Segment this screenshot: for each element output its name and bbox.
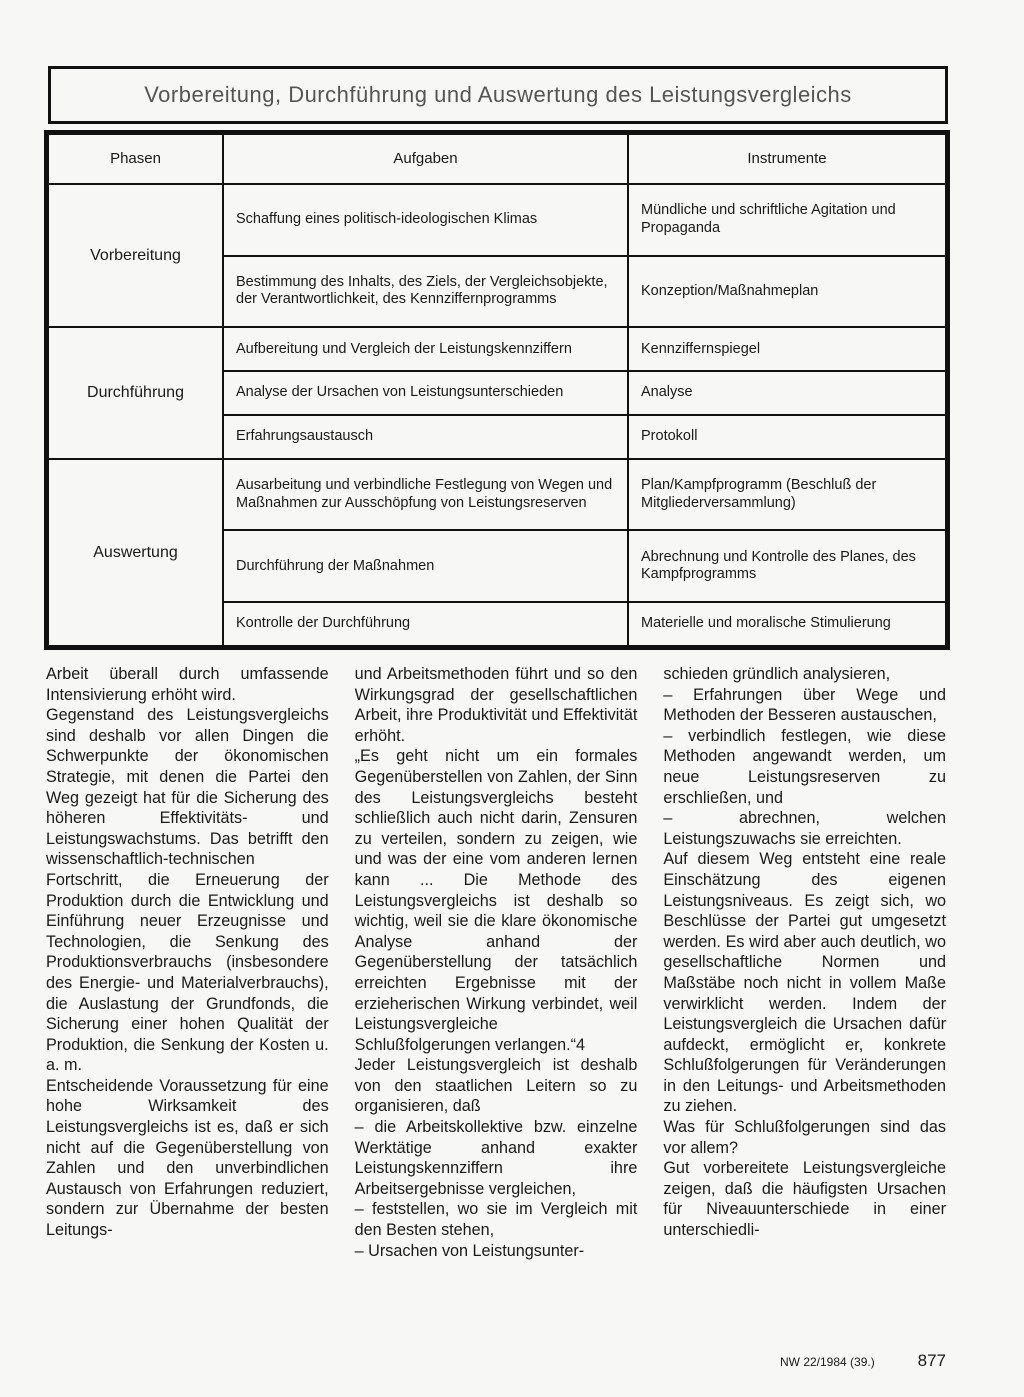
instrument-cell: Abrechnung und Kontrolle des Planes, des Kampfprogramms	[628, 530, 946, 602]
page-number: 877	[917, 1351, 946, 1370]
text-column-2	[355, 664, 638, 1314]
paragraph: – die Arbeitskollektive bzw. einzelne Werktätige anhand exakter Leistungskennziffern ihre Arbeitsergebnisse vergleichen,	[354, 1118, 638, 1198]
instrument-cell: Mündliche und schriftliche Agitation und Propaganda	[628, 184, 946, 256]
instrument-cell: Protokoll	[628, 415, 946, 459]
paragraph: Gegenstand des Leistungsvergleichs sind deshalb vor allen Dingen die Schwerpunkte der ökonomischen Strategie, mit denen die Partei den Weg gezeigt hat für die Sicherung des höheren Effektivitäts- und Leistungswachstums. Das betrifft den wissenschaftlich-technischen Fortschritt, die Erneuerung der Produktion durch die Entwicklung und Einführung neuer Erzeugnisse und Technologien, die Senkung des Produktionsverbrauchs (insbesondere des Energie- und Materialverbrauchs), die Auslastung der Grundfonds, die Sicherung einer hohen Qualität der Produktion, die Senkung der Kosten u. a. m.	[46, 706, 329, 1075]
paragraph: Auf diesem Weg entsteht eine reale Einschätzung des eigenen Leistungsniveaus. Es zeigt sich, wo Beschlüsse der Partei gut umgesetzt werden. Es wird aber auch deutlich, wo gesellschaftliche Normen und Maßstäbe noch nicht in vollem Maße verwirklicht werden. Indem der Leistungsvergleich die Ursachen dafür aufdeckt, ermöglicht er, konkrete Schlußfolgerungen für Veränderungen in den Leitungs- und Arbeitsmethoden zu ziehen.	[663, 850, 947, 1116]
paragraph: – verbindlich festlegen, wie diese Methoden angewandt werden, um neue Leistungsreserven zu erschließen, und	[663, 726, 947, 807]
paragraph: schieden gründlich analysieren,	[663, 665, 891, 683]
instrument-cell: Kennziffernspiegel	[628, 327, 946, 371]
table-row	[48, 327, 946, 371]
text-column-3	[663, 664, 946, 1314]
paragraph: und Arbeitsmethoden führt und so den Wirkungsgrad der gesellschaftlichen Arbeit, ihre Produktivität und Effektivität erhöht.	[354, 665, 638, 745]
header-instrumente: Instrumente	[628, 134, 946, 184]
paragraph: Entscheidende Voraussetzung für eine hohe Wirksamkeit des Leistungsvergleichs ist es, daß er sich nicht auf die Gegenüberstellung von Zahlen und den unverbindlichen Austausch von Erfahrungen reduziert, sondern zur Übernahme der besten Leitungs-	[46, 1076, 329, 1240]
table-header-row	[48, 134, 946, 184]
header-aufgaben: Aufgaben	[223, 134, 628, 184]
issue-reference: NW 22/1984 (39.)	[780, 1355, 875, 1369]
paragraph: – Erfahrungen über Wege und Methoden der Besseren austauschen,	[663, 685, 947, 725]
task-cell: Kontrolle der Durchführung	[223, 602, 628, 646]
paragraph: Gut vorbereitete Leistungsvergleiche zeigen, daß die häufigsten Ursachen für Niveauunterschiede in einer unterschiedli-	[663, 1159, 947, 1240]
phase-cell: Auswertung	[48, 459, 223, 646]
overview-table	[44, 130, 950, 650]
instrument-cell: Analyse	[628, 371, 946, 415]
table-row	[48, 184, 946, 256]
table-row	[48, 459, 946, 531]
paragraph: Was für Schlußfolgerungen sind das vor allem?	[663, 1118, 947, 1157]
task-cell: Ausarbeitung und verbindliche Festlegung von Wegen und Maßnahmen zur Ausschöpfung von Leistungsreserven	[223, 459, 628, 531]
page-title: Vorbereitung, Durchführung und Auswertung des Leistungsvergleichs	[144, 82, 852, 107]
title-box	[48, 66, 948, 124]
task-cell: Analyse der Ursachen von Leistungsunterschieden	[223, 371, 628, 415]
task-cell: Erfahrungsaustausch	[223, 415, 628, 459]
paragraph: Arbeit überall durch umfassende Intensivierung erhöht wird.	[46, 665, 329, 704]
phase-cell: Vorbereitung	[48, 184, 223, 327]
paragraph: – Ursachen von Leistungsunter-	[354, 1241, 585, 1260]
task-cell: Bestimmung des Inhalts, des Ziels, der Vergleichsobjekte, der Verantwortlichkeit, des Kennziffernprogramms	[223, 256, 628, 328]
paragraph: „Es geht nicht um ein formales Gegenüberstellen von Zahlen, der Sinn des Leistungsvergleichs besteht schließlich auch nicht darin, Zensuren zu verteilen, sondern zu zeigen, wie und was der eine vom anderen lernen kann ... Die Methode des Leistungsvergleichs ist deshalb so wichtig, weil sie die klare ökonomische Analyse anhand der Gegenüberstellung der tatsächlich erreichten Ergebnisse mit der erzieherischen Wirkung verbindet, weil Leistungsvergleiche Schlußfolgerungen verlangen.“4	[354, 747, 638, 1054]
paragraph: Jeder Leistungsvergleich ist deshalb von den staatlichen Leitern so zu organisieren, daß	[354, 1056, 638, 1116]
instrument-cell: Konzeption/Maßnahmeplan	[628, 256, 946, 328]
task-cell: Schaffung eines politisch-ideologischen Klimas	[223, 184, 628, 256]
task-cell: Durchführung der Maßnahmen	[223, 530, 628, 602]
body-text	[46, 664, 946, 1314]
paragraph: – feststellen, wo sie im Vergleich mit den Besten stehen,	[354, 1200, 638, 1240]
page-footer	[780, 1351, 946, 1371]
instrument-cell: Materielle und moralische Stimulierung	[628, 602, 946, 646]
paragraph: – abrechnen, welchen Leistungszuwachs sie erreichten.	[663, 809, 947, 848]
header-phasen: Phasen	[48, 134, 223, 184]
task-cell: Aufbereitung und Vergleich der Leistungskennziffern	[223, 327, 628, 371]
instrument-cell: Plan/Kampfprogramm (Beschluß der Mitgliederversammlung)	[628, 459, 946, 531]
text-column-1	[46, 664, 329, 1314]
phase-cell: Durchführung	[48, 327, 223, 458]
